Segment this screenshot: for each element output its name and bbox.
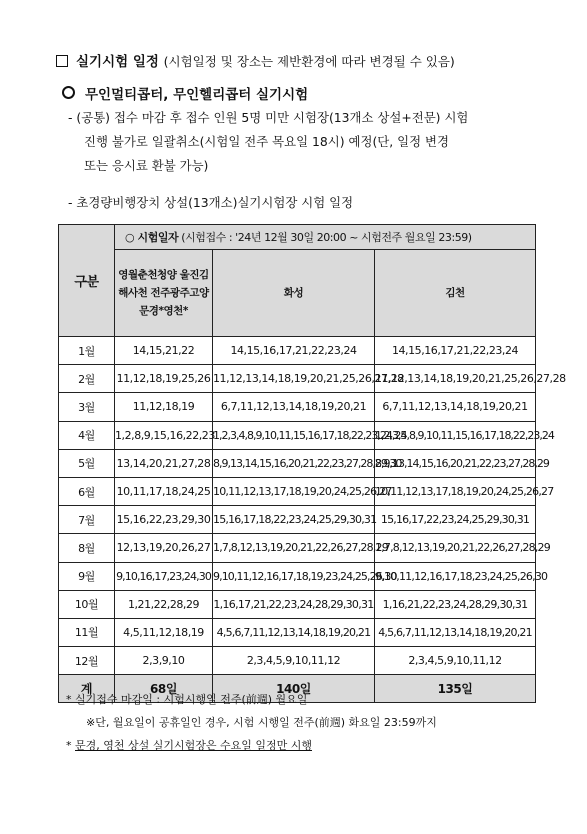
footnote-bullet: * <box>66 739 75 752</box>
exam-schedule-table <box>58 224 566 703</box>
group-header: 구분 <box>59 225 115 337</box>
col-header-c: 김천 <box>375 250 536 337</box>
month-cell: 2월 <box>59 365 115 393</box>
table-row <box>59 393 536 421</box>
cell-b: 1,16,17,21,22,23,24,28,29,30,31 <box>213 590 375 618</box>
cell-c: 4,5,6,7,11,12,13,14,18,19,20,21 <box>375 618 536 646</box>
schedule-header <box>115 225 536 250</box>
table-row <box>59 590 536 618</box>
table-row <box>59 506 536 534</box>
cell-b: 10,11,12,13,17,18,19,20,24,25,26,27 <box>213 477 375 505</box>
table-row <box>59 647 536 675</box>
month-cell: 11월 <box>59 618 115 646</box>
cell-c: 9,10,11,12,16,17,18,23,24,25,26,30 <box>375 562 536 590</box>
notice-paragraph <box>68 106 538 178</box>
notice-line: 또는 응시료 환불 가능) <box>84 158 209 173</box>
cell-b: 4,5,6,7,11,12,13,14,18,19,20,21 <box>213 618 375 646</box>
cell-c: 14,15,16,17,21,22,23,24 <box>375 337 536 365</box>
cell-b: 6,7,11,12,13,14,18,19,20,21 <box>213 393 375 421</box>
total-a: 68일 <box>115 675 213 703</box>
cell-a: 12,13,19,20,26,27 <box>115 534 213 562</box>
table-row <box>59 618 536 646</box>
cell-b: 2,3,4,5,9,10,11,12 <box>213 647 375 675</box>
cell-b: 1,7,8,12,13,19,20,21,22,26,27,28,29 <box>213 534 375 562</box>
month-cell: 8월 <box>59 534 115 562</box>
cell-a: 1,2,8,9,15,16,22,23 <box>115 421 213 449</box>
schedule-label: ○ 시험일자 <box>125 231 179 244</box>
footnote-wednesday-text: 문경, 영천 상설 실기시험장은 수요일 일정만 시행 <box>75 739 312 752</box>
month-cell: 5월 <box>59 449 115 477</box>
footnote-deadline: * 실기접수 마감일 : 시험시행일 전주(前週) 월요일 <box>66 693 308 706</box>
footnote-holiday: ※단, 월요일이 공휴일인 경우, 시험 시행일 전주(前週) 화요일 23:59까지 <box>86 716 437 729</box>
cell-a: 13,14,20,21,27,28 <box>115 449 213 477</box>
cell-a: 15,16,22,23,29,30 <box>115 506 213 534</box>
schedule-note: (시험접수 : '24년 12월 30일 20:00 ~ 시험전주 월요일 23:59) <box>181 231 472 244</box>
month-cell: 9월 <box>59 562 115 590</box>
cell-b: 1,2,3,4,8,9,10,11,15,16,17,18,22,23,24,25 <box>213 421 375 449</box>
col-header-a <box>115 250 213 337</box>
cell-c: 8,9,13,14,15,16,20,21,22,23,27,28,29 <box>375 449 536 477</box>
total-b: 140일 <box>213 675 375 703</box>
month-cell: 3월 <box>59 393 115 421</box>
table-row <box>59 337 536 365</box>
cell-a: 1,21,22,28,29 <box>115 590 213 618</box>
cell-c: 1,16,21,22,23,24,28,29,30,31 <box>375 590 536 618</box>
cell-a: 14,15,21,22 <box>115 337 213 365</box>
cell-a: 4,5,11,12,18,19 <box>115 618 213 646</box>
checkbox-icon <box>56 55 68 67</box>
total-label: 계 <box>59 675 115 703</box>
cell-b: 11,12,13,14,18,19,20,21,25,26,27,28 <box>213 365 375 393</box>
circle-bullet-icon <box>62 86 75 99</box>
cell-a: 9,10,16,17,23,24,30 <box>115 562 213 590</box>
col-header-b: 화성 <box>213 250 375 337</box>
section-title: 실기시험 일정 <box>76 54 159 70</box>
table-caption: - 초경량비행장치 상설(13개소)실기시험장 시험 일정 <box>68 195 354 210</box>
table-row <box>59 562 536 590</box>
cell-c: 11,12,13,14,18,19,20,21,25,26,27,28 <box>375 365 536 393</box>
section-note: (시험일정 및 장소는 제반환경에 따라 변경될 수 있음) <box>163 54 455 69</box>
month-cell: 7월 <box>59 506 115 534</box>
cell-b: 9,10,11,12,16,17,18,19,23,24,25,26,30 <box>213 562 375 590</box>
section-heading <box>56 50 455 70</box>
notice-line: - (공통) 접수 마감 후 접수 인원 5명 미만 시험장(13개소 상설+전문) 시험 <box>68 110 469 125</box>
cell-c: 15,16,17,22,23,24,25,29,30,31 <box>375 506 536 534</box>
subheading-text: 무인멀티콥터, 무인헬리콥터 실기시험 <box>85 87 309 103</box>
footnote-wednesday <box>66 737 312 753</box>
cell-c: 6,7,11,12,13,14,18,19,20,21 <box>375 393 536 421</box>
cell-c: 10,11,12,13,17,18,19,20,24,25,26,27 <box>375 477 536 505</box>
table-row <box>59 365 536 393</box>
month-cell: 1월 <box>59 337 115 365</box>
cell-a: 2,3,9,10 <box>115 647 213 675</box>
cell-c: 1,7,8,12,13,19,20,21,22,26,27,28,29 <box>375 534 536 562</box>
cell-c: 1,2,3,4,8,9,10,11,15,16,17,18,22,23,24 <box>375 421 536 449</box>
month-cell: 4월 <box>59 421 115 449</box>
table-row <box>59 421 536 449</box>
total-c: 135일 <box>375 675 536 703</box>
month-cell: 10월 <box>59 590 115 618</box>
cell-a: 11,12,18,19,25,26 <box>115 365 213 393</box>
cell-b: 14,15,16,17,21,22,23,24 <box>213 337 375 365</box>
table-row <box>59 477 536 505</box>
table-row <box>59 534 536 562</box>
cell-b: 8,9,13,14,15,16,20,21,22,23,27,28,29,30 <box>213 449 375 477</box>
subheading <box>62 83 308 103</box>
notice-line: 진행 불가로 일괄취소(시험일 전주 목요일 18시) 예정(단, 일정 변경 <box>84 134 449 149</box>
table-row <box>59 449 536 477</box>
col-header-a-label: 영월춘천청양 울진김해사천 전주광주고양 문경*영천* <box>118 269 209 317</box>
cell-b: 15,16,17,18,22,23,24,25,29,30,31 <box>213 506 375 534</box>
month-cell: 6월 <box>59 477 115 505</box>
cell-a: 10,11,17,18,24,25 <box>115 477 213 505</box>
cell-a: 11,12,18,19 <box>115 393 213 421</box>
cell-c: 2,3,4,5,9,10,11,12 <box>375 647 536 675</box>
month-cell: 12월 <box>59 647 115 675</box>
